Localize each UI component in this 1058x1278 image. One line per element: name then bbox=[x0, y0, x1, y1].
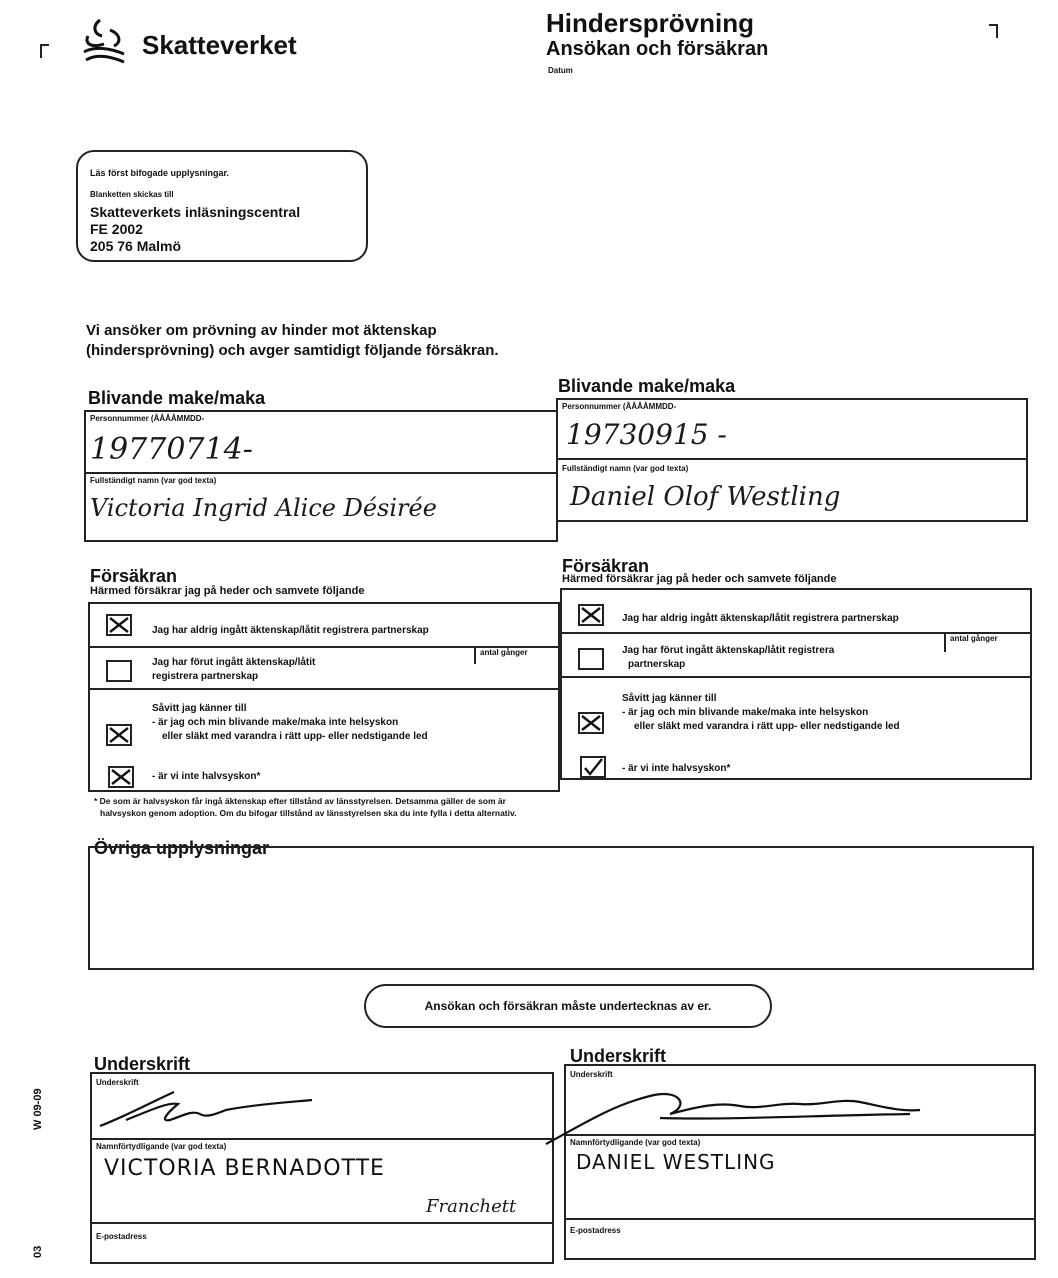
logo bbox=[80, 16, 330, 66]
left-opt-never-married: Jag har aldrig ingått äktenskap/låtit registrera partnerskap bbox=[152, 625, 429, 636]
left-name-clarification-value[interactable]: VICTORIA BERNADOTTE bbox=[104, 1156, 385, 1181]
mailing-address-box bbox=[76, 150, 368, 262]
right-name-clarification-label: Namnförtydligande (var god texta) bbox=[570, 1138, 701, 1147]
left-opt-previously-married-a: Jag har förut ingått äktenskap/låtit bbox=[152, 657, 316, 668]
right-name-label: Fullständigt namn (var god texta) bbox=[562, 464, 689, 473]
right-opt-previously-married-a: Jag har förut ingått äktenskap/låtit registrera bbox=[622, 645, 835, 656]
right-applicant-divider bbox=[556, 458, 1028, 460]
signature-notice bbox=[364, 984, 772, 1028]
ovriga-textarea[interactable] bbox=[88, 846, 1034, 970]
agency-name: Skatteverket bbox=[142, 30, 297, 60]
right-pnr-label: Personnummer (ÅÅÅÅMMDD- bbox=[562, 402, 677, 411]
right-antal-label: antal gånger bbox=[950, 634, 998, 643]
left-section-title: Blivande make/maka bbox=[88, 388, 266, 408]
left-antal-divider bbox=[474, 646, 476, 664]
left-signature-divider-2 bbox=[90, 1222, 554, 1224]
left-name-clarification-label: Namnförtydligande (var god texta) bbox=[96, 1142, 227, 1151]
left-signature-graphic[interactable] bbox=[96, 1086, 316, 1136]
right-forsakran-sub: Härmed försäkrar jag på heder och samvete följande bbox=[562, 573, 837, 585]
left-opt-previously-married-b: registrera partnerskap bbox=[152, 671, 259, 682]
left-name-label: Fullständigt namn (var god texta) bbox=[90, 476, 217, 485]
mail-box-number: FE 2002 bbox=[90, 221, 143, 237]
skatteverket-crown-icon bbox=[80, 16, 130, 66]
left-opt-not-full-siblings-a: - är jag och min blivande make/maka inte helsyskon bbox=[152, 717, 399, 728]
right-antal-divider bbox=[944, 632, 946, 652]
right-opt-not-full-siblings-a: - är jag och min blivande make/maka inte helsyskon bbox=[622, 707, 869, 718]
mail-postal-city: 205 76 Malmö bbox=[90, 238, 182, 254]
left-email-label: E-postadress bbox=[96, 1232, 147, 1241]
left-sig-label: Underskrift bbox=[96, 1078, 139, 1087]
right-signature-divider-2 bbox=[564, 1218, 1036, 1220]
right-opt-previously-married-b: partnerskap bbox=[628, 659, 686, 670]
left-checkbox-not-half-siblings[interactable] bbox=[108, 766, 134, 788]
right-checkbox-never-married[interactable] bbox=[578, 604, 604, 626]
right-checkbox-previously-married[interactable] bbox=[578, 648, 604, 670]
left-pnr-label: Personnummer (ÅÅÅÅMMDD- bbox=[90, 414, 205, 423]
right-signature-title: Underskrift bbox=[570, 1046, 667, 1066]
right-section-title: Blivande make/maka bbox=[558, 376, 736, 396]
mail-send-to: Blanketten skickas till bbox=[90, 190, 174, 199]
right-sig-label: Underskrift bbox=[570, 1070, 613, 1079]
right-forsakran-row-divider-2 bbox=[560, 676, 1032, 678]
footnote-line-2: halvsyskon genom adoption. Om du bifogar tillstånd av länsstyrelsen ska du inte fylla i detta alternativ. bbox=[100, 808, 517, 818]
left-checkbox-never-married[interactable] bbox=[106, 614, 132, 636]
right-opt-never-married: Jag har aldrig ingått äktenskap/låtit registrera partnerskap bbox=[622, 613, 899, 624]
left-signature-divider-1 bbox=[90, 1138, 554, 1140]
right-forsakran-title: Försäkran bbox=[562, 556, 650, 576]
side-code-form: W 09-09 bbox=[32, 1088, 44, 1130]
corner-mark-top-right bbox=[988, 24, 998, 38]
right-name-clarification-value[interactable]: DANIEL WESTLING bbox=[576, 1150, 776, 1174]
form-subtitle: Ansökan och försäkran bbox=[546, 38, 769, 60]
left-antal-label: antal gånger bbox=[480, 648, 528, 657]
corner-mark-top-left bbox=[40, 44, 50, 58]
left-forsakran-sub: Härmed försäkrar jag på heder och samvete följande bbox=[90, 585, 365, 597]
left-opt-not-half-siblings: - är vi inte halvsyskon* bbox=[152, 771, 261, 782]
left-signature-title: Underskrift bbox=[94, 1054, 191, 1074]
left-extra-handwriting: Franchett bbox=[426, 1196, 517, 1217]
left-pnr-value[interactable]: 19770714- bbox=[90, 432, 253, 467]
left-forsakran-title: Försäkran bbox=[90, 566, 178, 586]
date-label: Datum bbox=[548, 66, 573, 75]
left-applicant-divider bbox=[84, 472, 558, 474]
right-name-value[interactable]: Daniel Olof Westling bbox=[570, 482, 841, 512]
left-checkbox-previously-married[interactable] bbox=[106, 660, 132, 682]
right-checkbox-not-full-siblings[interactable] bbox=[578, 712, 604, 734]
footnote-line-1: * De som är halvsyskon får ingå äktenskap efter tillstånd av länsstyrelsen. Detsamma gäller de som är bbox=[94, 796, 506, 806]
right-opt-not-half-siblings: - är vi inte halvsyskon* bbox=[622, 763, 731, 774]
ovriga-title: Övriga upplysningar bbox=[94, 838, 270, 858]
left-checkbox-not-full-siblings[interactable] bbox=[106, 724, 132, 746]
left-opt-not-full-siblings-b: eller släkt med varandra i rätt upp- eller nedstigande led bbox=[162, 731, 428, 742]
form-title: Hindersprövning bbox=[546, 8, 755, 38]
right-opt-not-full-siblings-b: eller släkt med varandra i rätt upp- eller nedstigande led bbox=[634, 721, 900, 732]
intro-line-2: (hindersprövning) och avger samtidigt följande försäkran. bbox=[86, 342, 499, 359]
mail-recipient: Skatteverkets inläsningscentral bbox=[90, 204, 301, 220]
right-known-label: Såvitt jag känner till bbox=[622, 693, 717, 704]
right-checkbox-not-half-siblings[interactable] bbox=[580, 756, 606, 778]
right-pnr-value[interactable]: 19730915 - bbox=[566, 418, 727, 451]
mail-note: Läs först bifogade upplysningar. bbox=[90, 168, 230, 178]
left-known-label: Såvitt jag känner till bbox=[152, 703, 247, 714]
right-email-label: E-postadress bbox=[570, 1226, 621, 1235]
intro-line-1: Vi ansöker om prövning av hinder mot äktenskap bbox=[86, 322, 437, 339]
signature-notice-text: Ansökan och försäkran måste undertecknas av er. bbox=[424, 999, 712, 1013]
side-code-version: 03 bbox=[32, 1245, 44, 1258]
left-forsakran-row-divider-2 bbox=[88, 688, 560, 690]
left-name-value[interactable]: Victoria Ingrid Alice Désirée bbox=[90, 494, 437, 522]
